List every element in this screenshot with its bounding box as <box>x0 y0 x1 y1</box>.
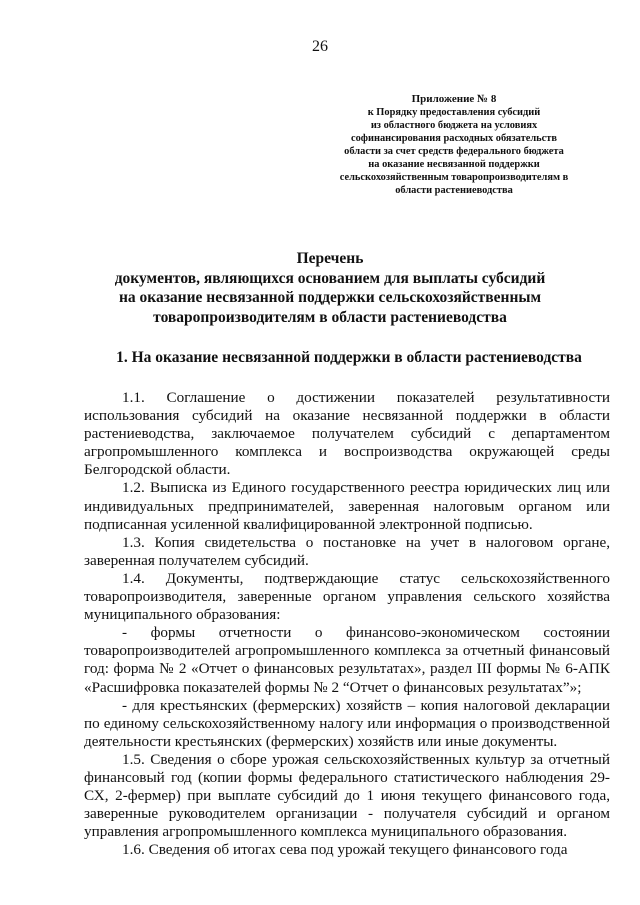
paragraph-1-5: 1.5. Сведения о сборе урожая сельскохозяйственных культур за отчетный финансовый год (копии формы федерального статистического наблюдения 29-СХ, 2-фермер) при выплате субсидий до 1 июня текущего финансового года, заверенные руководителем организации - получателя субсидий и органом управления агропромышленного комплекса муниципального образования. <box>84 750 610 841</box>
appendix-title: Приложение № 8 <box>411 93 497 105</box>
appendix-line: области растениеводства <box>395 185 513 196</box>
document-title <box>100 249 560 327</box>
appendix-block <box>318 93 590 197</box>
paragraph-1-1: 1.1. Соглашение о достижении показателей результативности использования субсидий на оказание несвязанной поддержки в области растениеводства, заключаемое получателем субсидий с департаментом агропромышленного комплекса и воспроизводства окружающей среды Белгородской области. <box>84 389 610 479</box>
paragraph-1-4-item-forms: - формы отчетности о финансово-экономическом состоянии товаропроизводителей агропромышленного комплекса за отчетный финансовый год: форма № 2 «Отчет о финансовых результатах», раздел III формы № 6-АПК «Расшифровка показателей формы № 2 “Отчет о финансовых результатах”»; <box>84 624 610 696</box>
appendix-line: области за счет средств федерального бюджета <box>344 146 564 157</box>
appendix-line: сельскохозяйственным товаропроизводителям в <box>339 172 569 183</box>
appendix-line: софинансирования расходных обязательств <box>351 133 557 144</box>
appendix-line: на оказание несвязанной поддержки <box>368 159 540 170</box>
document-body <box>84 389 610 859</box>
section-heading: 1. На оказание несвязанной поддержки в области растениеводства <box>116 349 582 366</box>
paragraph-1-6: 1.6. Сведения об итогах сева под урожай текущего финансового года <box>122 841 568 859</box>
document-title-line: Перечень <box>296 250 364 267</box>
page-number: 26 <box>312 38 328 55</box>
paragraph-1-4-item-farms: - для крестьянских (фермерских) хозяйств – копия налоговой декларации по единому сельскохозяйственному налогу или информация о производственной деятельности крестьянских (фермерских) хозяйств или иные документы. <box>84 696 610 750</box>
appendix-line: к Порядку предоставления субсидий <box>367 107 541 118</box>
document-title-line: на оказание несвязанной поддержки сельскохозяйственным <box>118 289 542 306</box>
paragraph-1-3: 1.3. Копия свидетельства о постановке на учет в налоговом органе, заверенная получателем субсидий. <box>84 533 610 569</box>
document-title-line: товаропроизводителям в области растениеводства <box>153 308 507 326</box>
document-title-line: документов, являющихся основанием для выплаты субсидий <box>114 269 546 287</box>
appendix-line: из областного бюджета на условиях <box>370 120 538 131</box>
paragraph-1-2: 1.2. Выписка из Единого государственного реестра юридических лиц или индивидуальных предпринимателей, заверенная налоговым органом или подписанная усиленной квалифицированной электронной подписью. <box>84 479 610 533</box>
paragraph-1-4: 1.4. Документы, подтверждающие статус сельскохозяйственного товаропроизводителя, заверенные органом управления сельского хозяйства муниципального образования: <box>84 569 610 624</box>
